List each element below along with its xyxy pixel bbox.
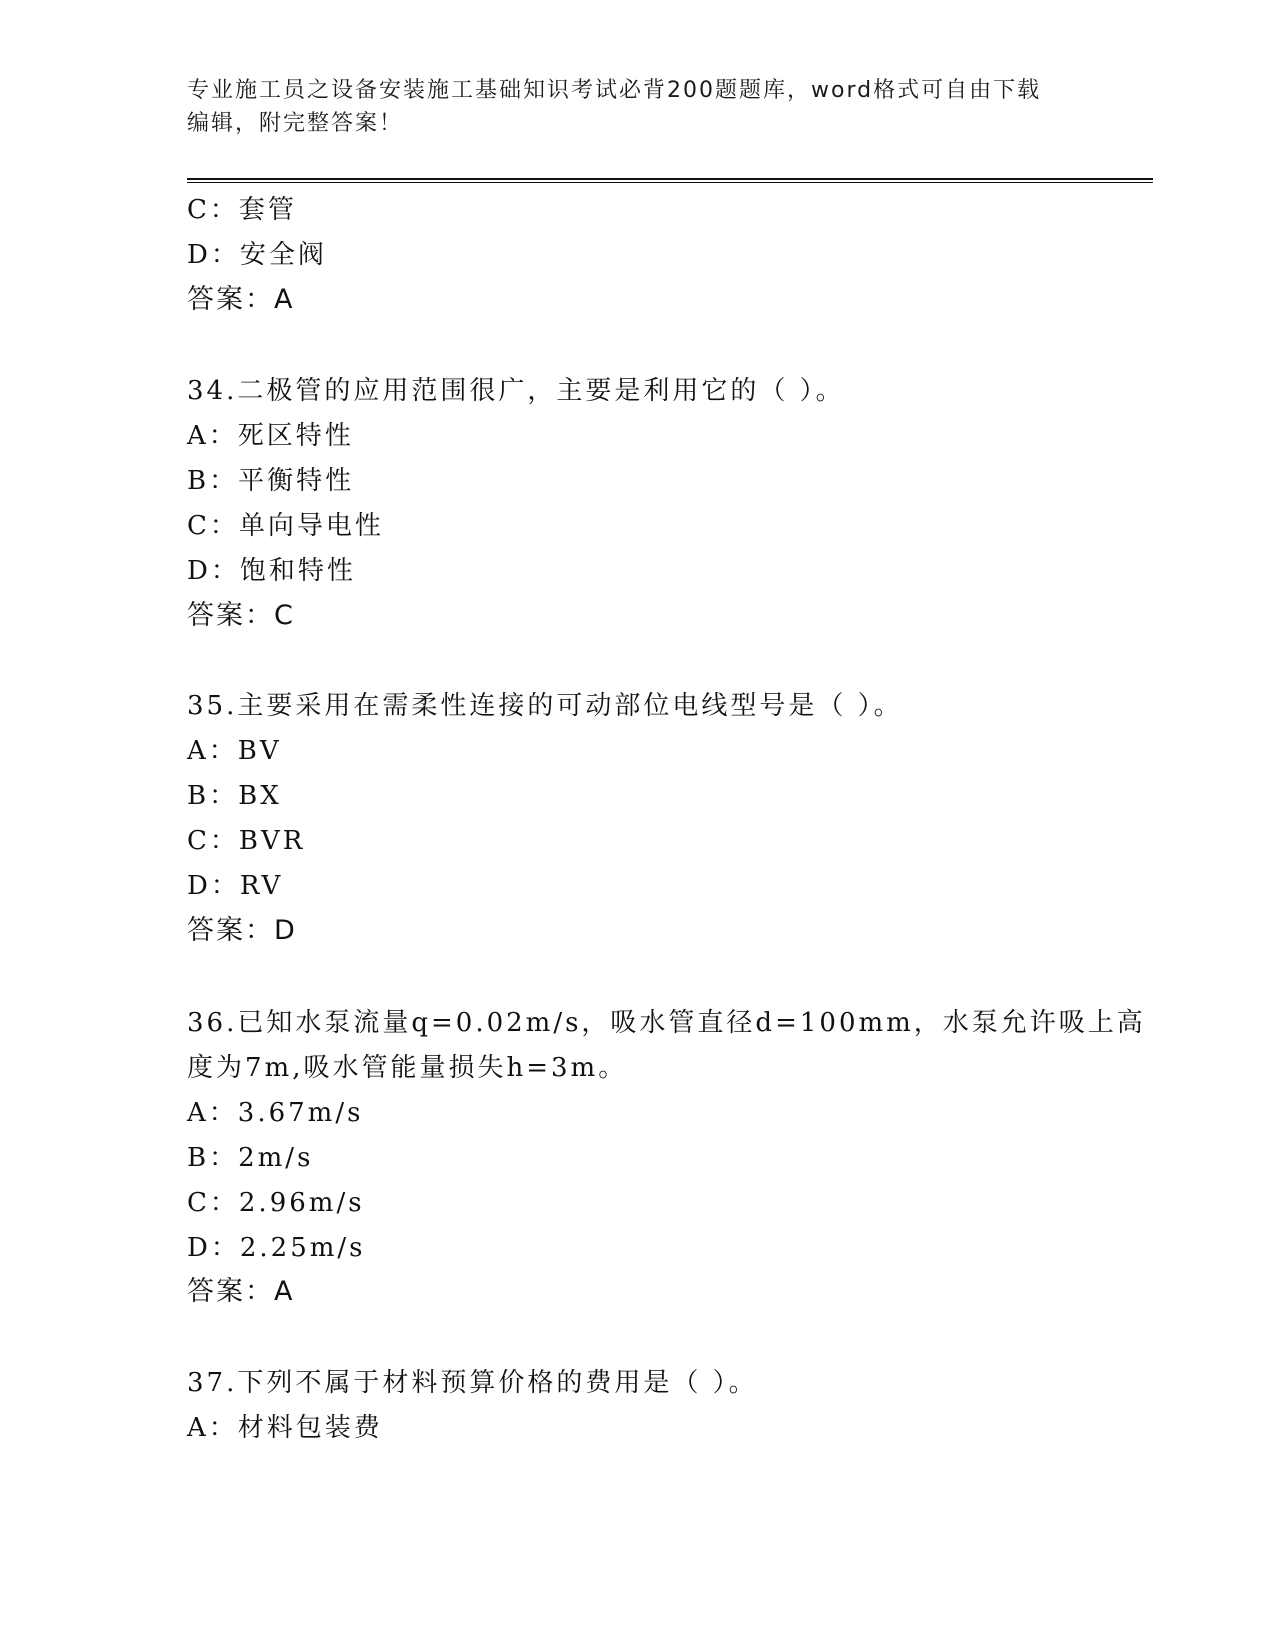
option-line: D：饱和特性 (187, 556, 356, 586)
option-line: A：BV (187, 736, 282, 766)
option-line: C：BVR (187, 826, 306, 856)
option-line: C：套管 (187, 195, 297, 225)
option-line: D：2.25m/s (187, 1233, 366, 1263)
document-header (187, 74, 1067, 140)
option-line: D：RV (187, 871, 284, 901)
header-line-2: 编辑，附完整答案！ (187, 111, 404, 136)
header-divider-thin (187, 182, 1153, 183)
header-line-1: 专业施工员之设备安装施工基础知识考试必背200题题库，word格式可自由下载 (187, 78, 1042, 103)
question-line: 35.主要采用在需柔性连接的可动部位电线型号是（ ）。 (187, 691, 903, 721)
option-line: C：2.96m/s (187, 1188, 365, 1218)
option-line: A：材料包装费 (187, 1413, 383, 1443)
answer-line: 答案：A (187, 1276, 295, 1307)
answer-line: 答案：C (187, 600, 295, 631)
answer-line: 答案：D (187, 915, 297, 946)
question-line: 37.下列不属于材料预算价格的费用是（ ）。 (187, 1368, 758, 1398)
option-line: B：平衡特性 (187, 466, 355, 496)
option-line: C：单向导电性 (187, 511, 384, 541)
question-line: 34.二极管的应用范围很广，主要是利用它的（ ）。 (187, 376, 845, 406)
option-line: B：BX (187, 781, 282, 811)
option-line: B：2m/s (187, 1143, 314, 1173)
question-line: 度为7m,吸水管能量损失h=3m。 (187, 1053, 628, 1083)
header-divider-thick (187, 178, 1153, 180)
option-line: A：3.67m/s (187, 1098, 364, 1128)
answer-line: 答案：A (187, 284, 295, 315)
option-line: A：死区特性 (187, 421, 354, 451)
option-line: D：安全阀 (187, 240, 327, 270)
question-line: 36.已知水泵流量q=0.02m/s，吸水管直径d=100mm，水泵允许吸上高 (187, 1008, 1146, 1038)
